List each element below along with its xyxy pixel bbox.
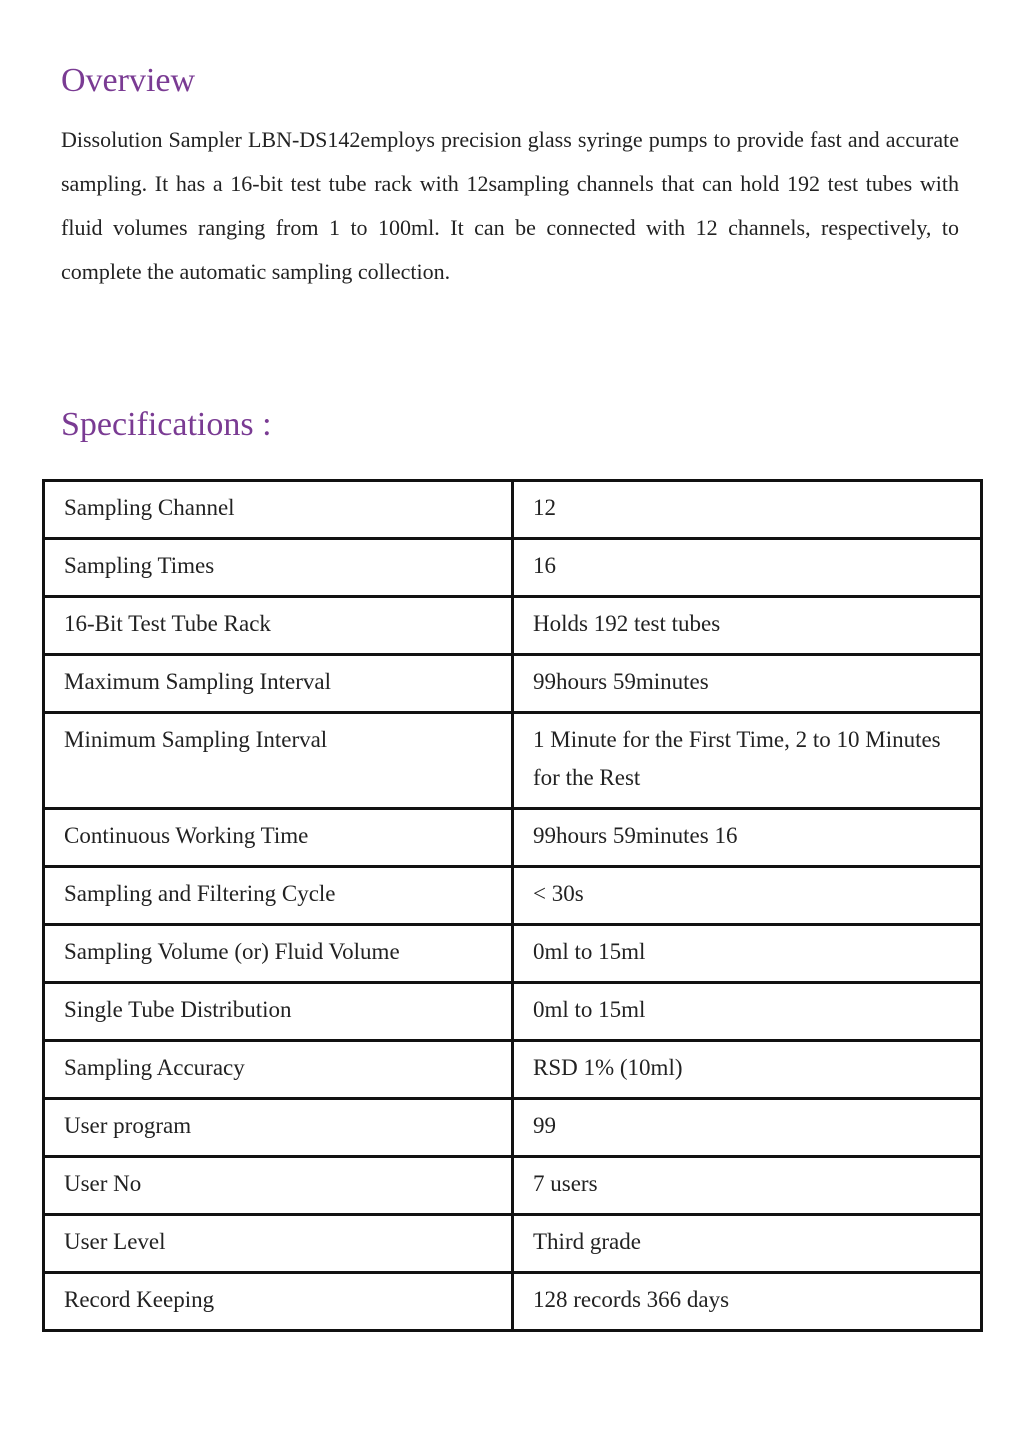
spec-value: RSD 1% (10ml) (513, 1041, 982, 1099)
specifications-heading: Specifications : (61, 406, 272, 443)
spec-value: 128 records 366 days (513, 1273, 982, 1331)
spec-value: 0ml to 15ml (513, 925, 982, 983)
spec-label: User No (44, 1157, 513, 1215)
spec-value: 12 (513, 481, 982, 539)
spec-label: Sampling Times (44, 539, 513, 597)
spec-label: Record Keeping (44, 1273, 513, 1331)
table-row (44, 867, 982, 925)
table-row (44, 481, 982, 539)
spec-value: Holds 192 test tubes (513, 597, 982, 655)
spec-value: 16 (513, 539, 982, 597)
spec-value: 7 users (513, 1157, 982, 1215)
table-row (44, 1215, 982, 1273)
spec-label: Sampling Accuracy (44, 1041, 513, 1099)
spec-value: 99hours 59minutes (513, 655, 982, 713)
spec-label: Single Tube Distribution (44, 983, 513, 1041)
table-row (44, 1099, 982, 1157)
spec-value: Third grade (513, 1215, 982, 1273)
table-row (44, 1041, 982, 1099)
table-row (44, 1273, 982, 1331)
table-row (44, 655, 982, 713)
spec-label: User program (44, 1099, 513, 1157)
spec-label: Sampling and Filtering Cycle (44, 867, 513, 925)
table-row (44, 983, 982, 1041)
table-row (44, 1157, 982, 1215)
specifications-table (42, 479, 983, 1332)
spec-label: Continuous Working Time (44, 809, 513, 867)
spec-value: 99 (513, 1099, 982, 1157)
overview-paragraph: Dissolution Sampler LBN-DS142employs precision glass syringe pumps to provide fast and accurate sampling. It has a 16-bit test tube rack with 12sampling channels that can hold 192 test tubes with fluid volumes ranging from 1 to 100ml. It can be connected with 12 channels, respectively, to complete the automatic sampling collection. (61, 127, 959, 284)
table-row (44, 809, 982, 867)
table-row (44, 539, 982, 597)
spec-label: Maximum Sampling Interval (44, 655, 513, 713)
spec-label: Minimum Sampling Interval (44, 713, 513, 809)
overview-heading: Overview (61, 62, 196, 99)
spec-label: User Level (44, 1215, 513, 1273)
spec-value: < 30s (513, 867, 982, 925)
spec-value: 0ml to 15ml (513, 983, 982, 1041)
table-row (44, 925, 982, 983)
spec-label: Sampling Channel (44, 481, 513, 539)
spec-label: 16-Bit Test Tube Rack (44, 597, 513, 655)
table-row (44, 597, 982, 655)
spec-label: Sampling Volume (or) Fluid Volume (44, 925, 513, 983)
table-row (44, 713, 982, 809)
spec-value: 1 Minute for the First Time, 2 to 10 Minutes for the Rest (513, 713, 982, 809)
spec-value: 99hours 59minutes 16 (513, 809, 982, 867)
